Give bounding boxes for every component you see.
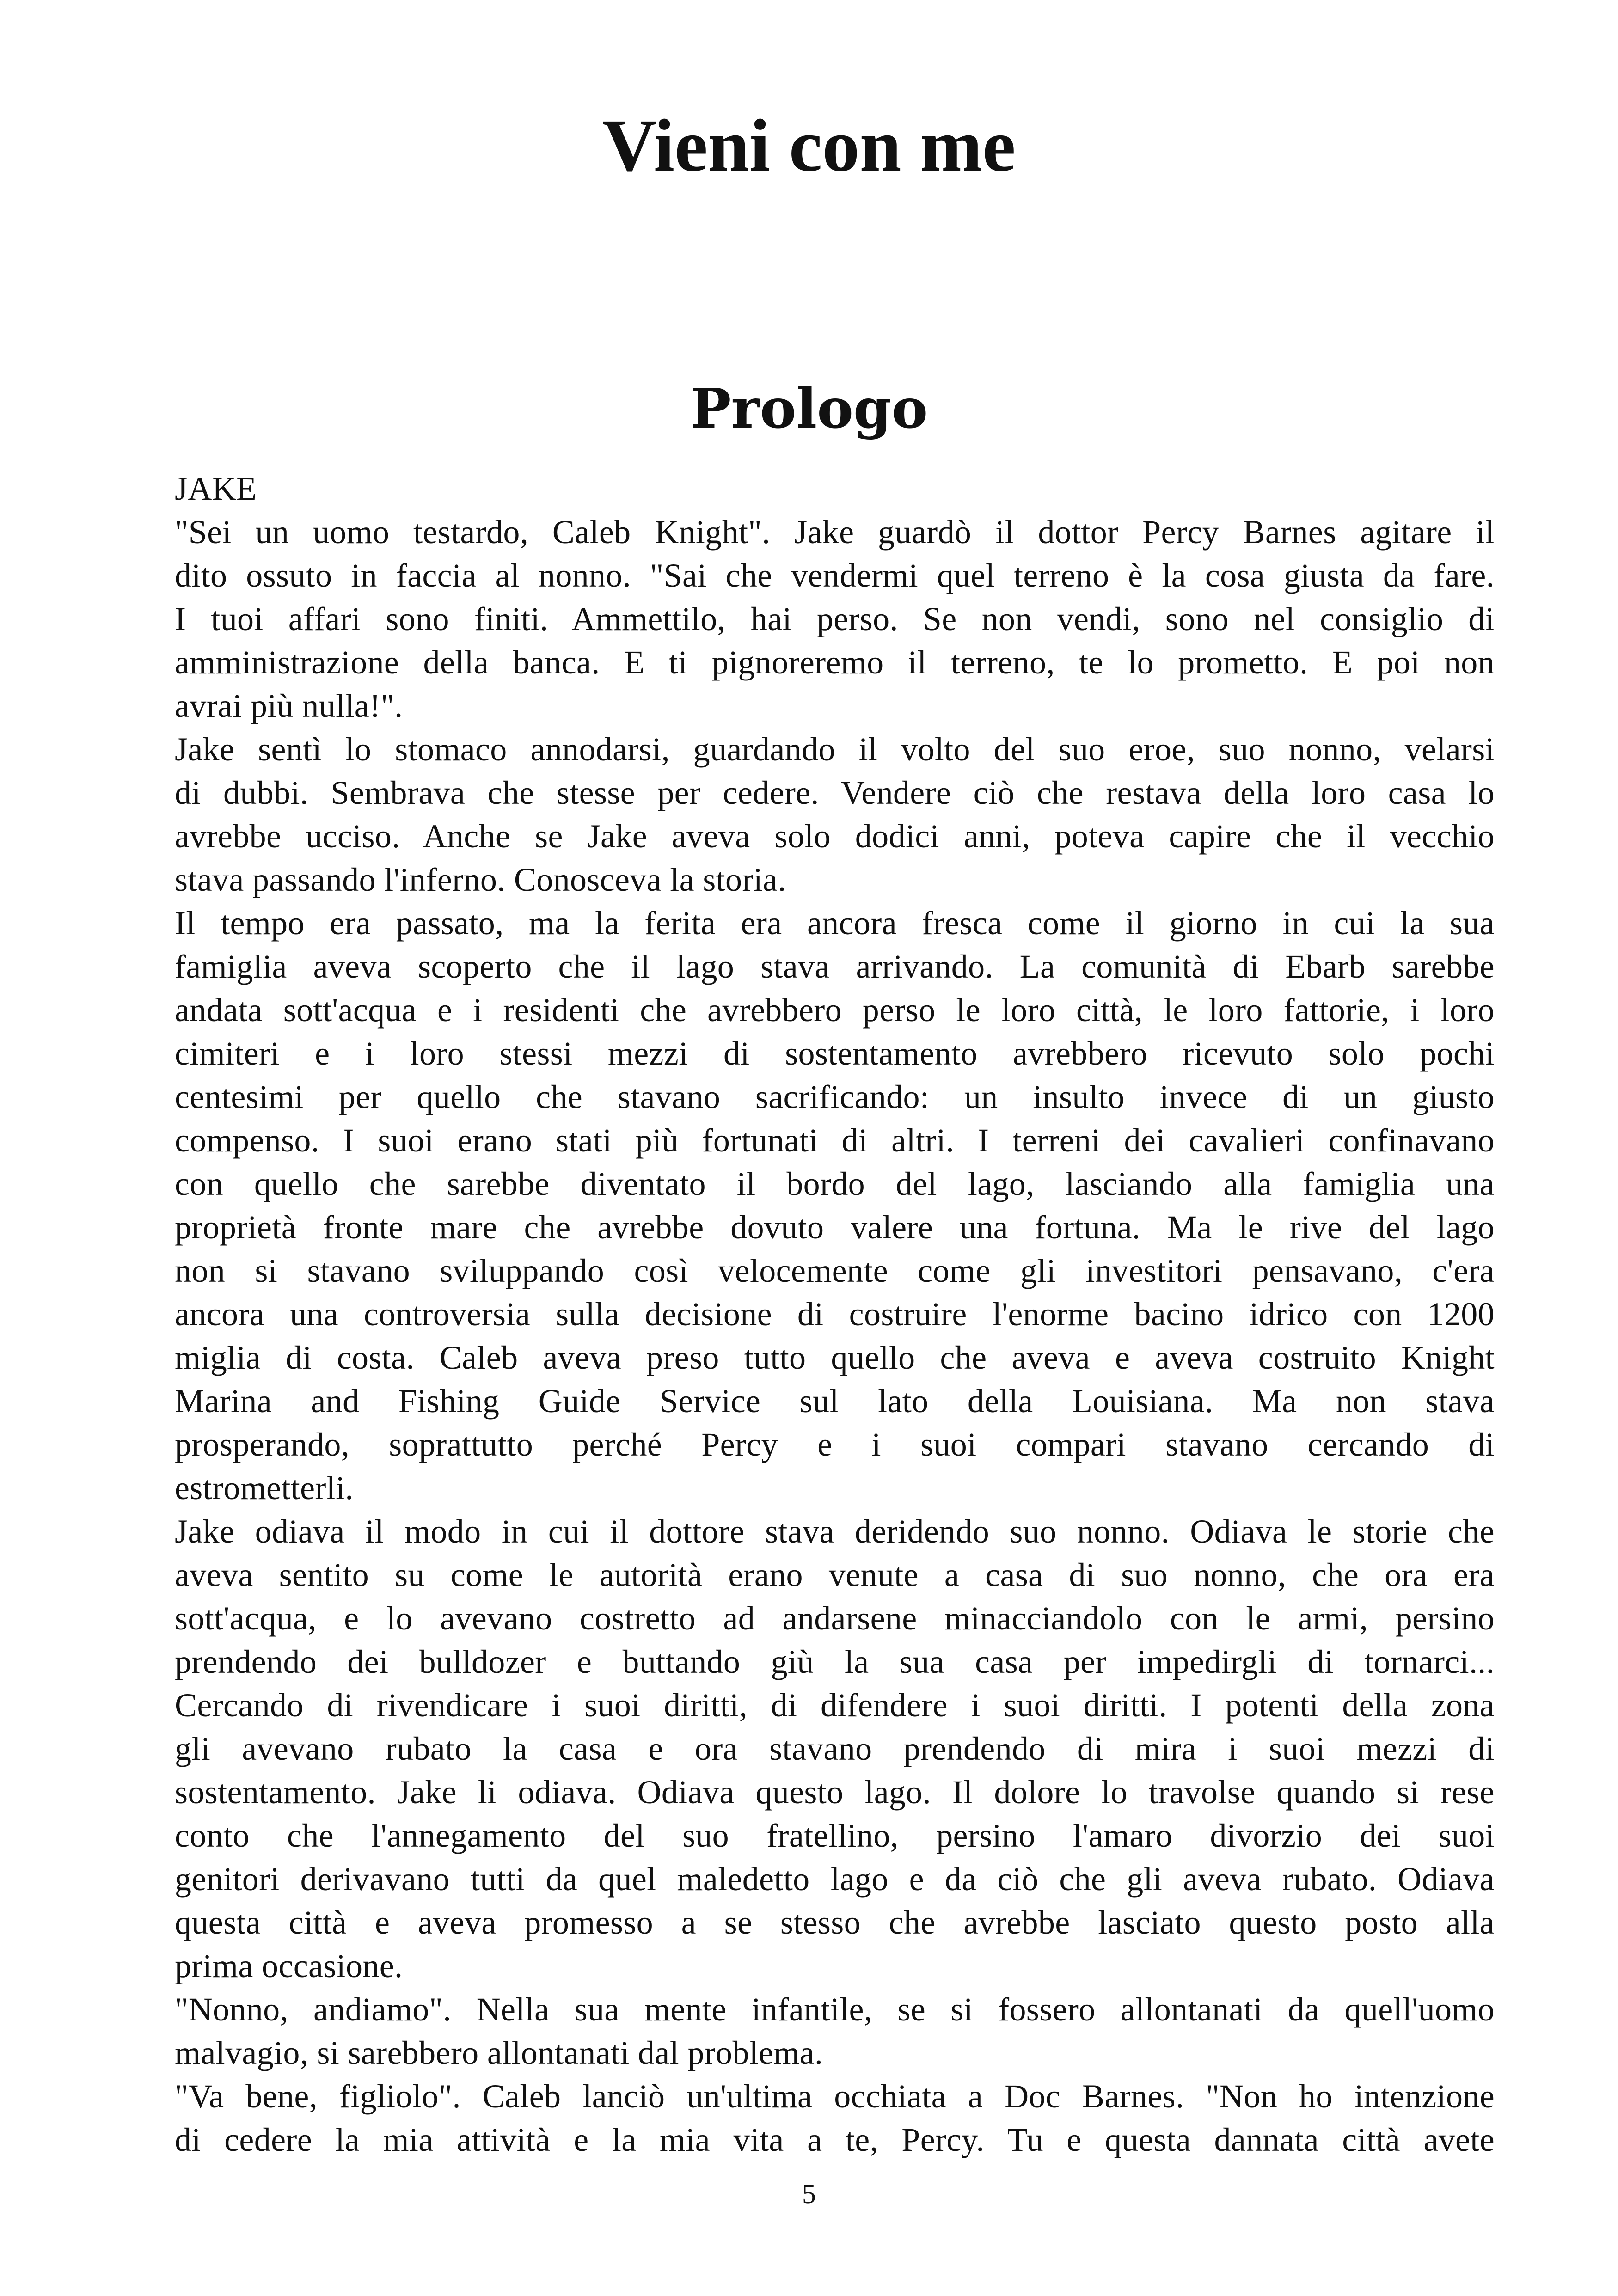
text-line: prosperando, soprattutto perché Percy e i suoi compari stavano cercando di bbox=[175, 1426, 1495, 1463]
text-line: Cercando di rivendicare i suoi diritti, di difendere i suoi diritti. I potenti della zona bbox=[175, 1687, 1495, 1724]
text-line: Marina and Fishing Guide Service sul lato della Louisiana. Ma non stava bbox=[175, 1383, 1495, 1420]
text-line: gli avevano rubato la casa e ora stavano prendendo di mira i suoi mezzi di bbox=[175, 1730, 1495, 1767]
text-line: questa città e aveva promesso a se stesso che avrebbe lasciato questo posto alla bbox=[175, 1904, 1495, 1941]
text-line: prima occasione. bbox=[175, 1947, 403, 1984]
text-line: centesimi per quello che stavano sacrificando: un insulto invece di un giusto bbox=[175, 1078, 1495, 1115]
text-line: malvagio, si sarebbero allontanati dal problema. bbox=[175, 2034, 823, 2071]
text-line: aveva sentito su come le autorità erano venute a casa di suo nonno, che ora era bbox=[175, 1556, 1495, 1593]
text-line: estrometterli. bbox=[175, 1469, 354, 1506]
text-line: sott'acqua, e lo avevano costretto ad andarsene minacciandolo con le armi, persino bbox=[175, 1600, 1495, 1637]
text-line: Il tempo era passato, ma la ferita era ancora fresca come il giorno in cui la sua bbox=[175, 905, 1495, 942]
text-line: avrai più nulla!". bbox=[175, 687, 403, 724]
text-line: ancora una controversia sulla decisione di costruire l'enorme bacino idrico con 1200 bbox=[175, 1296, 1495, 1333]
chapter-title: Prologo bbox=[690, 376, 928, 441]
section-label: JAKE bbox=[175, 470, 257, 507]
text-line: compenso. I suoi erano stati più fortunati di altri. I terreni dei cavalieri confinavano bbox=[175, 1122, 1495, 1159]
text-line: "Sei un uomo testardo, Caleb Knight". Jake guardò il dottor Percy Barnes agitare il bbox=[175, 514, 1495, 551]
text-line: conto che l'annegamento del suo fratellino, persino l'amaro divorzio dei suoi bbox=[175, 1817, 1495, 1854]
text-line: andata sott'acqua e i residenti che avrebbero perso le loro città, le loro fattorie, i loro bbox=[175, 992, 1495, 1029]
text-line: Jake odiava il modo in cui il dottore stava deridendo suo nonno. Odiava le storie che bbox=[175, 1513, 1495, 1550]
text-line: sostentamento. Jake li odiava. Odiava questo lago. Il dolore lo travolse quando si rese bbox=[175, 1774, 1495, 1811]
book-title: Vieni con me bbox=[602, 104, 1016, 187]
text-line: famiglia aveva scoperto che il lago stava arrivando. La comunità di Ebarb sarebbe bbox=[175, 948, 1495, 985]
text-line: Jake sentì lo stomaco annodarsi, guardando il volto del suo eroe, suo nonno, velarsi bbox=[175, 731, 1495, 768]
text-line: genitori derivavano tutti da quel maledetto lago e da ciò che gli aveva rubato. Odiava bbox=[175, 1861, 1495, 1898]
text-line: prendendo dei bulldozer e buttando giù la sua casa per impedirgli di tornarci... bbox=[175, 1643, 1495, 1680]
text-line: miglia di costa. Caleb aveva preso tutto quello che aveva e aveva costruito Knight bbox=[175, 1339, 1495, 1376]
text-line: non si stavano sviluppando così velocemente come gli investitori pensavano, c'era bbox=[175, 1252, 1495, 1289]
text-line: avrebbe ucciso. Anche se Jake aveva solo dodici anni, poteva capire che il vecchio bbox=[175, 818, 1495, 855]
text-line: "Nonno, andiamo". Nella sua mente infantile, se si fossero allontanati da quell'uomo bbox=[175, 1991, 1495, 2028]
chapter-body bbox=[175, 467, 1495, 2161]
text-line: "Va bene, figliolo". Caleb lanciò un'ultima occhiata a Doc Barnes. "Non ho intenzione bbox=[175, 2078, 1495, 2115]
text-line: proprietà fronte mare che avrebbe dovuto valere una fortuna. Ma le rive del lago bbox=[175, 1209, 1495, 1246]
text-line: di dubbi. Sembrava che stesse per cedere. Vendere ciò che restava della loro casa lo bbox=[175, 774, 1495, 811]
text-line: stava passando l'inferno. Conosceva la storia. bbox=[175, 861, 786, 898]
text-line: dito ossuto in faccia al nonno. "Sai che vendermi quel terreno è la cosa giusta da fare. bbox=[175, 557, 1495, 594]
page-number: 5 bbox=[802, 2179, 816, 2209]
text-line: di cedere la mia attività e la mia vita a te, Percy. Tu e questa dannata città avete bbox=[175, 2121, 1495, 2158]
text-line: con quello che sarebbe diventato il bordo del lago, lasciando alla famiglia una bbox=[175, 1165, 1495, 1202]
text-line: cimiteri e i loro stessi mezzi di sostentamento avrebbero ricevuto solo pochi bbox=[175, 1035, 1495, 1072]
text-line: I tuoi affari sono finiti. Ammettilo, hai perso. Se non vendi, sono nel consiglio di bbox=[175, 600, 1495, 637]
text-line: amministrazione della banca. E ti pignoreremo il terreno, te lo prometto. E poi non bbox=[175, 644, 1495, 681]
